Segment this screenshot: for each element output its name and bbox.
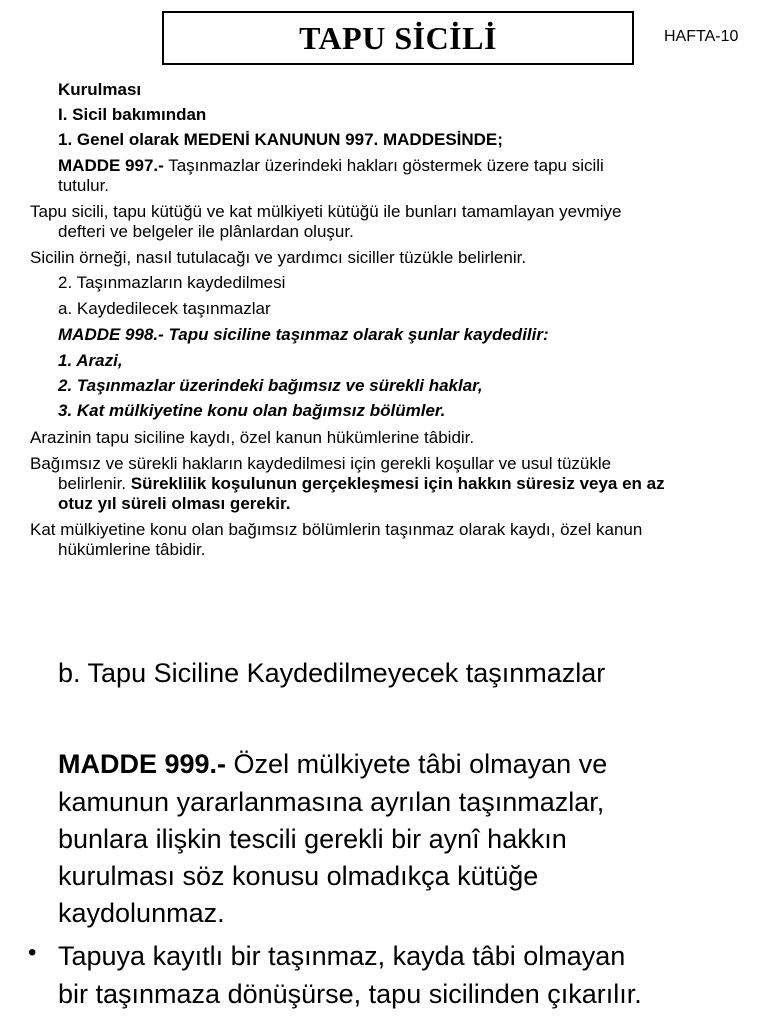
heading-kurulmasi: Kurulması — [58, 80, 142, 99]
para-kat-mulkiyeti: Kat mülkiyetine konu olan bağımsız bölümlerin taşınmaz olarak kaydı, özel kanun — [30, 520, 643, 539]
week-label: HAFTA-10 — [664, 28, 739, 45]
madde-997 — [58, 155, 604, 176]
madde-998-item-2: 2. Taşınmazlar üzerindeki bağımsız ve sürekli haklar, — [58, 376, 483, 395]
para-tapu-sicili-cont: defteri ve belgeler ile plânlardan oluşur. — [58, 222, 354, 241]
heading-genel: 1. Genel olarak MEDENİ KANUNUN 997. MADDESİNDE; — [58, 130, 503, 149]
para-sicilin-ornegi: Sicilin örneği, nasıl tutulacağı ve yardımcı siciller tüzükle belirlenir. — [30, 248, 527, 267]
para-bagimsiz-cont-plain: belirlenir. — [58, 474, 131, 493]
madde-999-line-2: kamunun yararlanmasına ayrılan taşınmazlar, — [58, 787, 605, 817]
madde-997-text: Taşınmazlar üzerindeki hakları göstermek üzere tapu sicili — [163, 156, 604, 175]
madde-999-line-5: kaydolunmaz. — [58, 898, 225, 928]
bullet-line-1: Tapuya kayıtlı bir taşınmaz, kayda tâbi olmayan — [58, 941, 626, 971]
para-bagimsiz: Bağımsız ve sürekli hakların kaydedilmesi için gerekli koşullar ve usul tüzükle — [30, 454, 612, 473]
para-tapu-sicili: Tapu sicili, tapu kütüğü ve kat mülkiyeti kütüğü ile bunları tamamlayan yevmiye — [30, 202, 622, 221]
madde-998-item-3: 3. Kat mülkiyetine konu olan bağımsız bölümler. — [58, 401, 446, 420]
title-box — [162, 11, 634, 65]
madde-999-line-4: kurulması söz konusu olmadıkça kütüğe — [58, 861, 539, 891]
heading-sicil: I. Sicil bakımından — [58, 105, 207, 124]
madde-999-line-3: bunlara ilişkin tescili gerekli bir aynî hakkın — [58, 824, 567, 854]
madde-997-label: MADDE 997.- — [58, 156, 164, 175]
madde-999-label: MADDE 999.- — [58, 749, 227, 779]
bullet-icon: • — [28, 939, 37, 966]
madde-999-text: Özel mülkiyete tâbi olmayan ve — [226, 749, 608, 779]
heading-kaydedilmesi: 2. Taşınmazların kaydedilmesi — [58, 273, 286, 292]
subtitle-kaydedilmeyecek: b. Tapu Siciline Kaydedilmeyecek taşınmazlar — [58, 658, 606, 688]
para-kat-mulkiyeti-cont: hükümlerine tâbidir. — [58, 540, 206, 559]
madde-998: MADDE 998.- Tapu siciline taşınmaz olarak şunlar kaydedilir: — [58, 325, 549, 344]
heading-kaydedilecek: a. Kaydedilecek taşınmazlar — [58, 299, 271, 318]
para-bagimsiz-cont — [58, 473, 665, 494]
para-bagimsiz-cont2: otuz yıl süreli olması gerekir. — [58, 494, 291, 513]
madde-998-item-1: 1. Arazi, — [58, 351, 123, 370]
para-bagimsiz-cont-bold: Süreklilik koşulunun gerçekleşmesi için hakkın süresiz veya en az — [130, 474, 665, 493]
para-arazinin: Arazinin tapu siciline kaydı, özel kanun hükümlerine tâbidir. — [30, 428, 475, 447]
page-title: TAPU SİCİLİ — [299, 19, 497, 56]
madde-997-cont: tutulur. — [58, 176, 110, 195]
madde-999-line-1 — [58, 745, 607, 783]
bullet-line-2: bir taşınmaza dönüşürse, tapu sicilinden çıkarılır. — [58, 979, 642, 1009]
